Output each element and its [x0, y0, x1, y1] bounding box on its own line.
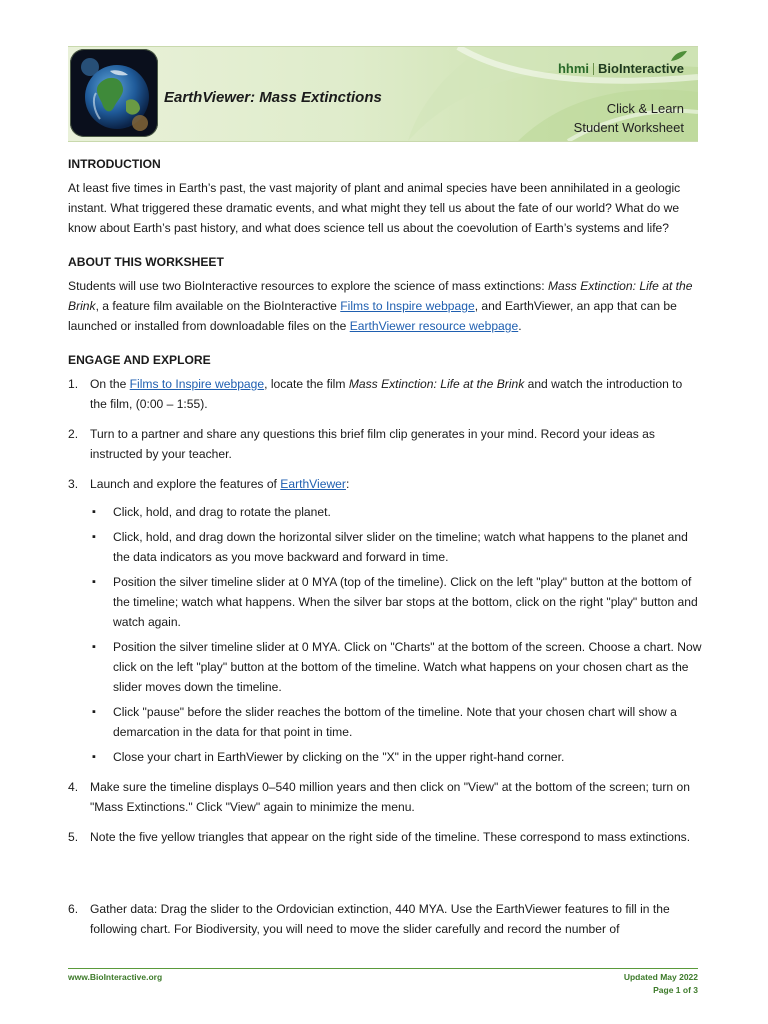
step-text: Turn to a partner and share any questions this brief film clip generates in your mind. Record your ideas as instructed by your teacher.: [90, 427, 655, 461]
step-text: On the: [90, 377, 130, 391]
about-text-part: .: [518, 319, 522, 333]
bullet-item: ▪ Position the silver timeline slider at 0 MYA. Click on "Charts" at the bottom of the screen. Choose a chart. Now click on the left "play" button at the bottom of the timeline. Watch what happens on your chosen chart as the slider moves down the timeline.: [90, 637, 702, 697]
intro-heading: INTRODUCTION: [68, 157, 161, 171]
step-text: and watch the introduction to the film, (0:00 – 1:55).: [90, 377, 683, 411]
about-text-part: Students will use two BioInteractive resources to explore the science of mass extinctions:: [68, 279, 548, 293]
bullet-item: ▪ Click, hold, and drag down the horizontal silver slider on the timeline; watch what happens to the planet and the data indicators as you move backward and forward in time.: [90, 527, 702, 567]
subtitle-click-learn: Click & Learn: [606, 101, 684, 116]
header-banner: [68, 46, 698, 142]
step-text: Launch and explore the features of: [90, 477, 281, 491]
step-text: , locate the film: [264, 377, 349, 391]
bullet-item: ▪ Position the silver timeline slider at 0 MYA (top of the timeline). Click on the left "play" button at the bottom of the timeline; watch what happens. When the silver bar stops at the bottom, click on the right "play" button and watch again.: [90, 572, 702, 632]
intro-text: At least five times in Earth’s past, the vast majority of plant and animal species have been annihilated in a geologic instant. What triggered these dramatic events, and what might they tell us about the fate of our world? What do we know about Earth’s past history, and what does science tell us about the coevolution of Earth’s systems and life?: [68, 181, 681, 235]
about-text: [68, 276, 702, 336]
earthviewer-resource-link[interactable]: EarthViewer resource webpage: [349, 319, 519, 333]
hhmi-biointeractive-logo: [558, 61, 684, 76]
footer-updated: Updated May 2022: [623, 972, 698, 982]
about-text-part: , and EarthViewer, an app that can be launched or installed from downloadable files on the: [68, 299, 677, 333]
step-number: 2.: [68, 427, 79, 441]
step-number: 6.: [68, 902, 79, 916]
step-number: 5.: [68, 830, 79, 844]
step-2: [68, 424, 702, 464]
footer-page-number: Page 1 of 3: [653, 985, 698, 995]
about-heading: ABOUT THIS WORKSHEET: [68, 255, 224, 269]
step-1: [68, 374, 702, 414]
film-title: Mass Extinction: Life at the Brink: [68, 279, 693, 313]
films-to-inspire-link-step[interactable]: Films to Inspire webpage: [129, 377, 265, 391]
step-6: [68, 899, 702, 939]
step-text: Gather data: Drag the slider to the Ordovician extinction, 440 MYA. Use the EarthViewer features to fill in the following chart. For Biodiversity, you will need to move the slider carefully and record the number of: [90, 902, 670, 936]
step-3-bullets: [90, 502, 702, 767]
step-3: [68, 474, 702, 767]
subtitle-worksheet: Student Worksheet: [573, 120, 684, 135]
step-number: 3.: [68, 477, 79, 491]
step-number: 4.: [68, 780, 79, 794]
step-text: :: [345, 477, 350, 491]
step-5: [68, 827, 702, 847]
earthviewer-link[interactable]: EarthViewer: [280, 477, 346, 491]
earth-globe-image: [70, 49, 158, 137]
bullet-item: ▪ Click "pause" before the slider reaches the bottom of the timeline. Note that your chosen chart will show a demarcation in the data for that point in time.: [90, 702, 702, 742]
step-number: 1.: [68, 377, 79, 391]
footer-website: www.BioInteractive.org: [68, 972, 163, 982]
footer-meta: [624, 971, 698, 997]
films-to-inspire-link[interactable]: Films to Inspire webpage: [340, 299, 475, 313]
engage-heading: ENGAGE AND EXPLORE: [68, 353, 211, 367]
worksheet-body: [68, 154, 702, 949]
logo-divider: [593, 63, 594, 75]
step-text: Note the five yellow triangles that appear on the right side of the timeline. These correspond to mass extinctions.: [90, 830, 691, 844]
document-title: EarthViewer: Mass Extinctions: [164, 89, 382, 106]
bullet-item: ▪ Click, hold, and drag to rotate the planet.: [90, 502, 702, 522]
film-title: Mass Extinction: Life at the Brink: [348, 377, 525, 391]
earth-icon: [70, 49, 158, 137]
step-list: [68, 374, 702, 939]
bullet-item: ▪ Close your chart in EarthViewer by clicking on the "X" in the upper right-hand corner.: [90, 747, 702, 767]
footer-divider: [68, 968, 698, 969]
logo-hhmi: hhmi: [557, 61, 590, 76]
logo-biointeractive: BioInteractive: [598, 61, 684, 76]
step-4: [68, 777, 702, 817]
step-text: Make sure the timeline displays 0–540 million years and then click on "View" at the bottom of the screen; turn on "Mass Extinctions." Click "View" again to minimize the menu.: [90, 780, 690, 814]
about-text-part: , a feature film available on the BioInteractive: [95, 299, 341, 313]
